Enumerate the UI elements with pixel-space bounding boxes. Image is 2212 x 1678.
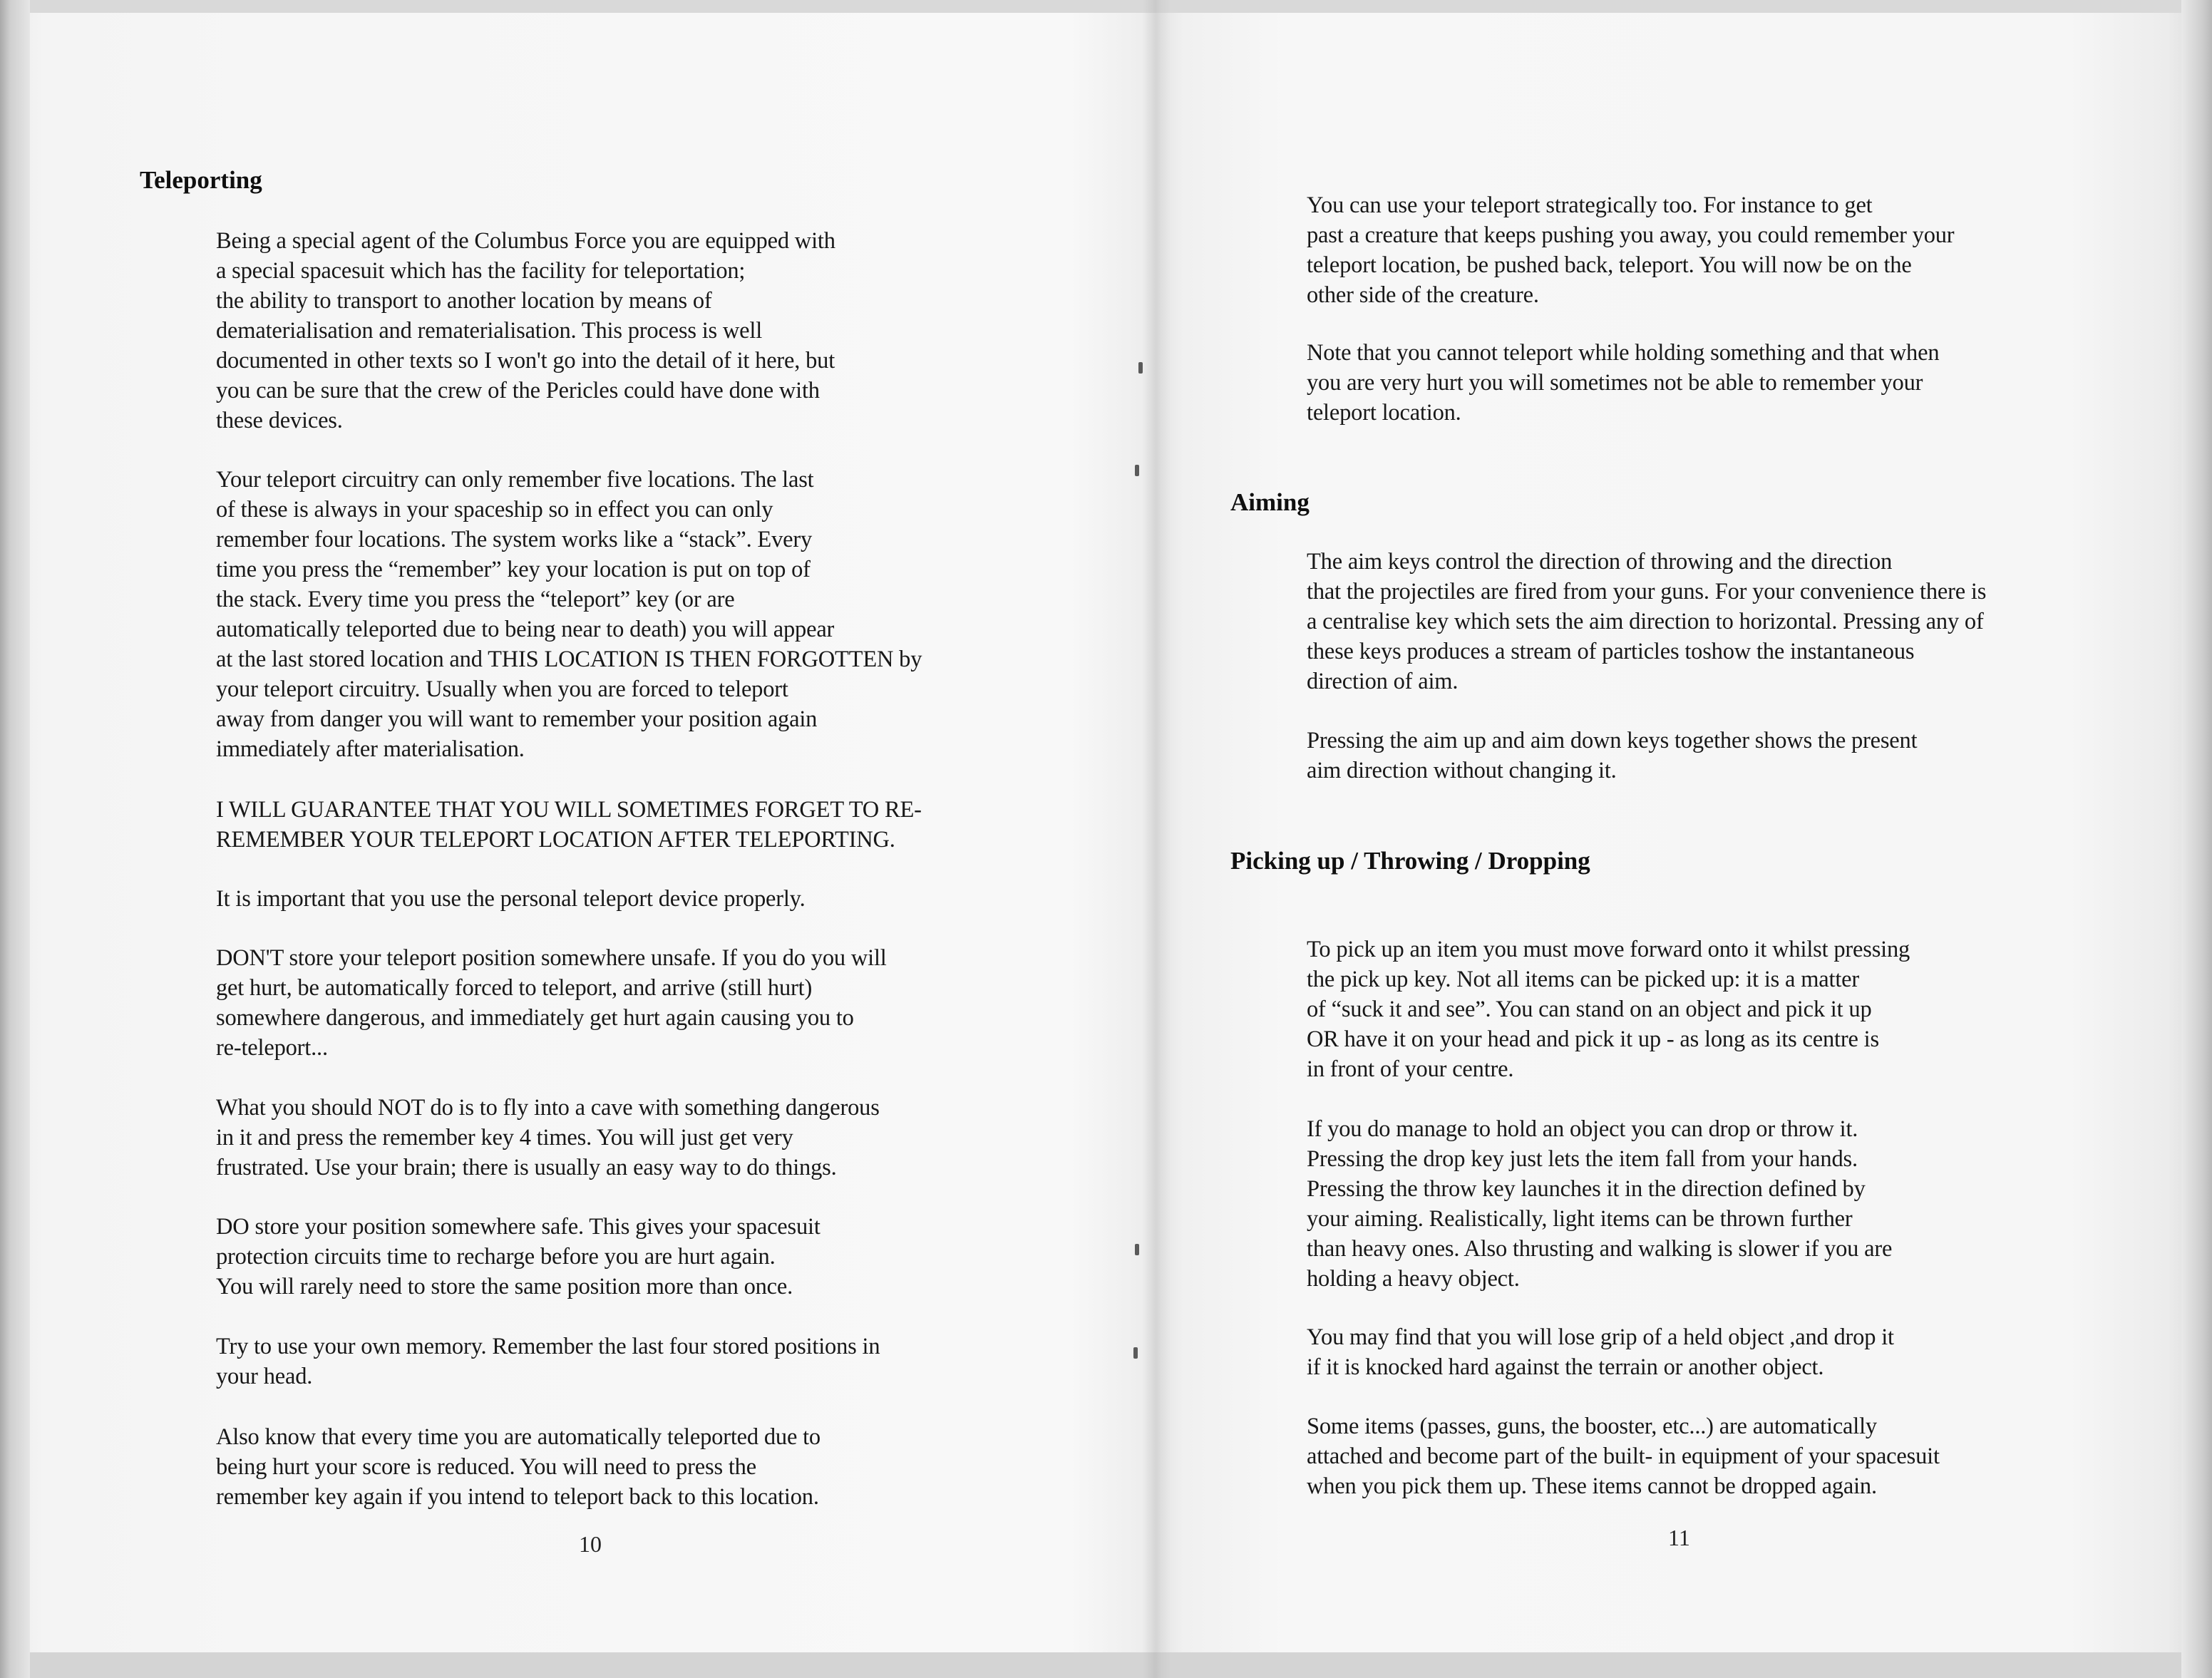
section-heading-picking-up: Picking up / Throwing / Dropping — [1230, 847, 1590, 875]
paragraph: Some items (passes, guns, the booster, etc...) are automatically attached and become part of the built- in equipment of your spacesuit when you pick them up. These items cannot be dropped again. — [1307, 1414, 1940, 1499]
paragraph: What you should NOT do is to fly into a cave with something dangerous in it and press the remember key 4 times. You will just get very frustrated. Use your brain; there is usually an easy way to do things. — [216, 1095, 880, 1180]
section-heading-aiming: Aiming — [1230, 488, 1310, 516]
paragraph: The aim keys control the direction of throwing and the direction that the projectiles are fired from your guns. For your convenience there is a centralise key which sets the aim direction to horizontal. Pressing any of these keys produces a stream of particles toshow the instantaneous direction of aim. — [1307, 549, 1987, 694]
paragraph: If you do manage to hold an object you can drop or throw it. Pressing the drop key just lets the item fall from your hands. Pressing the throw key launches it in the direction defined by your aiming. Realistically, light items can be thrown further than heavy ones. Also thrusting and walking is slower if you are holding a heavy object. — [1307, 1116, 1893, 1292]
paragraph: It is important that you use the personal teleport device properly. — [216, 886, 806, 912]
paragraph-warning: I WILL GUARANTEE THAT YOU WILL SOMETIMES FORGET TO RE- REMEMBER YOUR TELEPORT LOCATION AFTER TELEPORTING. — [216, 797, 922, 853]
paragraph: Note that you cannot teleport while holding something and that when you are very hurt you will sometimes not be able to remember your teleport location. — [1307, 340, 1940, 426]
paragraph: DO store your position somewhere safe. This gives your spacesuit protection circuits time to recharge before you are hurt again. You will rarely need to store the same position more than once. — [216, 1214, 821, 1299]
paragraph: DON'T store your teleport position somewhere unsafe. If you do you will get hurt, be automatically forced to teleport, and arrive (still hurt) somewhere dangerous, and immediately get hurt again causing you to re-teleport... — [216, 945, 887, 1061]
center-gutter — [1143, 0, 1171, 1678]
section-heading-teleporting: Teleporting — [140, 166, 262, 194]
page-number: 10 — [579, 1531, 602, 1557]
paragraph: To pick up an item you must move forward onto it whilst pressing the pick up key. Not all items can be picked up: it is a matter of “suck it and see”. You can stand on an object and pick it up OR have it on your head and pick it up - as long as its centre is in front of your centre. — [1307, 937, 1910, 1082]
paragraph: Being a special agent of the Columbus Force you are equipped with a special spacesuit which has the facility for teleportation; the ability to transport to another location by means of dematerialisation and rematerialisation. This process is well documented in other texts so I won't go into the detail of it here, but you can be sure that the crew of the Pericles could have done with these devices. — [216, 228, 835, 433]
paragraph: Your teleport circuitry can only remember five locations. The last of these is always in your spaceship so in effect you can only remember four locations. The system works like a “stack”. Every time you press the “remember” key your location is put on top of the stack. Every time you press the “teleport” key (or are automatically teleported due to being near to death) you will appear at the last stored location and THIS LOCATION IS THEN FORGOTTEN by your teleport circuitry. Usually when you are forced to teleport away from danger you will want to remember your position again immediately after materialisation. — [216, 467, 922, 762]
paragraph: You may find that you will lose grip of a held object ,and drop it if it is knocked hard against the terrain or another object. — [1307, 1324, 1894, 1380]
page-number: 11 — [1668, 1525, 1690, 1550]
paragraph: Also know that every time you are automatically teleported due to being hurt your score is reduced. You will need to press the remember key again if you intend to teleport back to this location. — [216, 1424, 821, 1510]
paragraph: You can use your teleport strategically too. For instance to get past a creature that keeps pushing you away, you could remember your teleport location, be pushed back, teleport. You will now be on the other side of the creature. — [1307, 192, 1955, 308]
paragraph: Pressing the aim up and aim down keys together shows the present aim direction without changing it. — [1307, 728, 1918, 783]
paragraph: Try to use your own memory. Remember the last four stored positions in your head. — [216, 1334, 880, 1389]
right-page — [1169, 0, 2212, 1678]
